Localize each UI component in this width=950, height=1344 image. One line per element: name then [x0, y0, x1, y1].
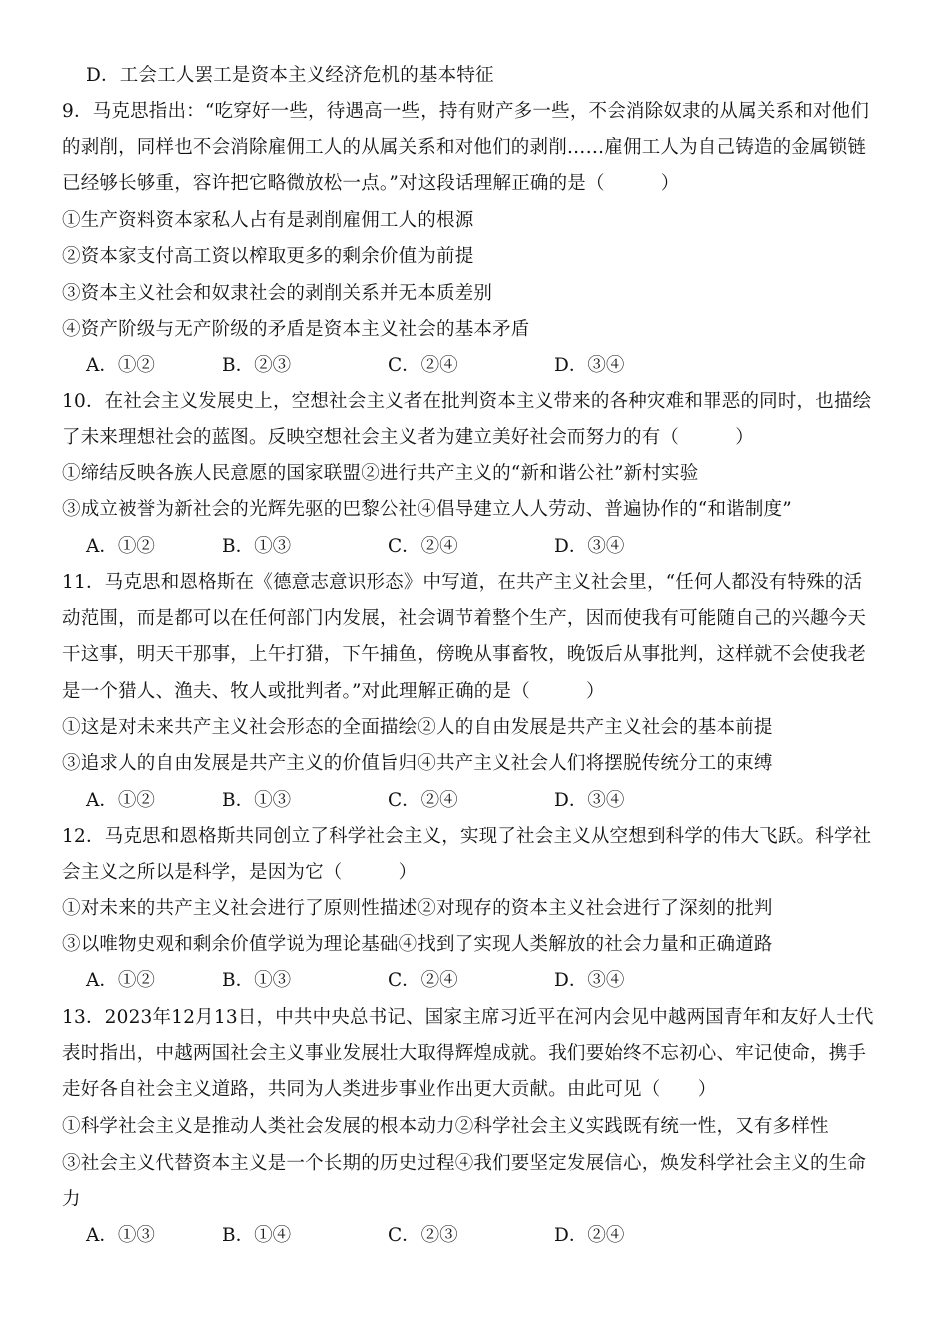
- prev-option-d: D．工会工人罢工是资本主义经济危机的基本特征: [86, 65, 494, 86]
- option-c: C．②④: [388, 355, 458, 376]
- question-stem-line: 已经够长够重，容许把它略微放松一点。”对这段话理解正确的是（ ）: [62, 173, 680, 194]
- answer-options: [0, 535, 950, 559]
- answer-options: [0, 354, 950, 378]
- question-stem-line: 动范围，而是都可以在任何部门内发展，社会调节着整个生产，因而使我有可能随自己的兴趣今天: [62, 608, 867, 629]
- question-stem-line: 是一个猎人、渔夫、牧人或批判者。”对此理解正确的是（ ）: [62, 681, 605, 702]
- option-a: A．①②: [86, 970, 155, 991]
- statement-line: ①对未来的共产主义社会进行了原则性描述②对现存的资本主义社会进行了深刻的批判: [62, 898, 773, 919]
- option-a: A．①②: [86, 536, 155, 557]
- option-c: C．②④: [388, 970, 458, 991]
- option-b: B．①③: [222, 970, 292, 991]
- option-a: A．①②: [86, 355, 155, 376]
- question-stem-line: 的剥削，同样也不会消除雇佣工人的从属关系和对他们的剥削……雇佣工人为自己铸造的金属锁链: [62, 137, 867, 158]
- question-stem-line: 10．在社会主义发展史上，空想社会主义者在批判资本主义带来的各种灾难和罪恶的同时，也描绘: [62, 391, 872, 412]
- question-stem-line: 干这事，明天干那事，上午打猎，下午捕鱼，傍晚从事畜牧，晚饭后从事批判，这样就不会使我老: [62, 644, 867, 665]
- statement-line: ③追求人的自由发展是共产主义的价值旨归④共产主义社会人们将摆脱传统分工的束缚: [62, 753, 773, 774]
- option-a: A．①②: [86, 790, 155, 811]
- option-b: B．①③: [222, 790, 292, 811]
- option-a: A．①③: [86, 1225, 155, 1246]
- statement-line: ①科学社会主义是推动人类社会发展的根本动力②科学社会主义实践既有统一性，又有多样性: [62, 1116, 829, 1137]
- option-c: C．②④: [388, 790, 458, 811]
- question-stem-line: 走好各自社会主义道路，共同为人类进步事业作出更大贡献。由此可见（ ）: [62, 1079, 717, 1100]
- question-stem-line: 表时指出，中越两国社会主义事业发展壮大取得辉煌成就。我们要始终不忘初心、牢记使命，携手: [62, 1043, 867, 1064]
- statement-line: 力: [62, 1189, 81, 1210]
- option-d: D．③④: [554, 970, 625, 991]
- question-stem-line: 13．2023年12月13日，中共中央总书记、国家主席习近平在河内会见中越两国青年和友好人士代: [62, 1007, 874, 1028]
- statement-line: ①缔结反映各族人民意愿的国家联盟②进行共产主义的“新和谐公社”新村实验: [62, 463, 699, 484]
- statement-line: ③社会主义代替资本主义是一个长期的历史过程④我们要坚定发展信心，焕发科学社会主义的生命: [62, 1153, 867, 1174]
- option-d: D．③④: [554, 790, 625, 811]
- statement-line: ③成立被誉为新社会的光辉先驱的巴黎公社④倡导建立人人劳动、普遍协作的“和谐制度”: [62, 499, 792, 520]
- option-d: D．③④: [554, 355, 625, 376]
- question-stem-line: 会主义之所以是科学，是因为它（ ）: [62, 862, 418, 883]
- option-d: D．②④: [554, 1225, 625, 1246]
- answer-options: [0, 789, 950, 813]
- statement-line: ③以唯物史观和剩余价值学说为理论基础④找到了实现人类解放的社会力量和正确道路: [62, 934, 773, 955]
- question-stem-line: 12．马克思和恩格斯共同创立了科学社会主义，实现了社会主义从空想到科学的伟大飞跃。科学社: [62, 826, 872, 847]
- question-stem-line: 了未来理想社会的蓝图。反映空想社会主义者为建立美好社会而努力的有（ ）: [62, 427, 754, 448]
- option-d: D．③④: [554, 536, 625, 557]
- statement-4: ④资产阶级与无产阶级的矛盾是资本主义社会的基本矛盾: [62, 319, 530, 340]
- answer-options: [0, 969, 950, 993]
- answer-options: [0, 1224, 950, 1248]
- statement-line: ①这是对未来共产主义社会形态的全面描绘②人的自由发展是共产主义社会的基本前提: [62, 717, 773, 738]
- statement-2: ②资本家支付高工资以榨取更多的剩余价值为前提: [62, 246, 474, 267]
- option-b: B．①③: [222, 536, 292, 557]
- option-c: C．②④: [388, 536, 458, 557]
- option-c: C．②③: [388, 1225, 458, 1246]
- question-stem-line: 9．马克思指出：“吃穿好一些，待遇高一些，持有财产多一些，不会消除奴隶的从属关系和对他们: [62, 101, 870, 122]
- option-b: B．②③: [222, 355, 292, 376]
- statement-3: ③资本主义社会和奴隶社会的剥削关系并无本质差别: [62, 283, 493, 304]
- question-stem-line: 11．马克思和恩格斯在《德意志意识形态》中写道，在共产主义社会里，“任何人都没有特殊的活: [62, 572, 863, 593]
- option-b: B．①④: [222, 1225, 292, 1246]
- statement-1: ①生产资料资本家私人占有是剥削雇佣工人的根源: [62, 210, 474, 231]
